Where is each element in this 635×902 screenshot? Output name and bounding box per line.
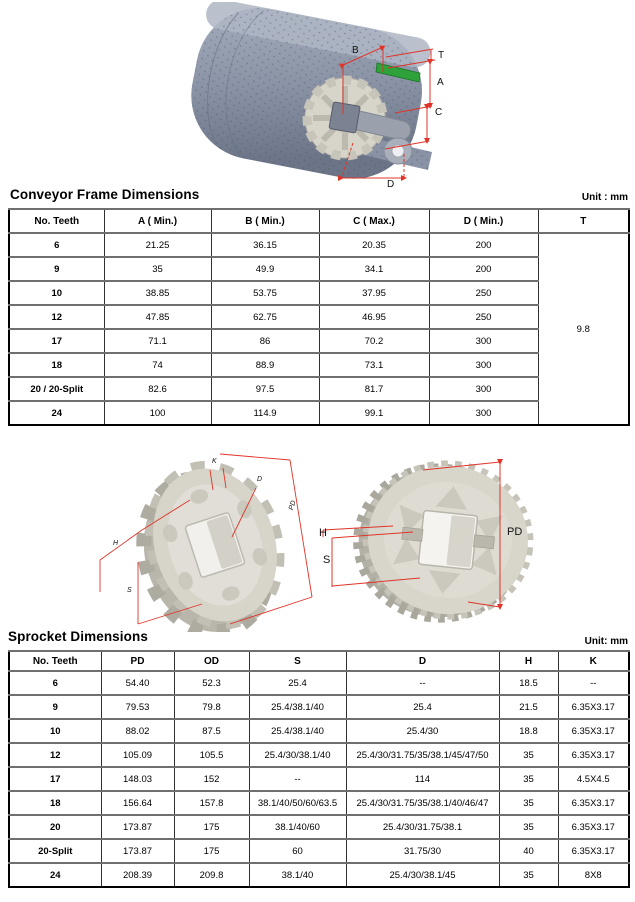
table-cell: 105.5 (174, 743, 249, 767)
sprocket-table-unit: Unit: mm (584, 636, 628, 647)
table-cell: 18 (9, 791, 101, 815)
table-cell: 71.1 (104, 329, 211, 353)
header-row (9, 209, 629, 233)
table-row (9, 695, 629, 719)
dim-label-h: H (319, 527, 327, 539)
table-cell: 250 (429, 305, 538, 329)
table-cell: 70.2 (319, 329, 429, 353)
table-cell: 17 (9, 767, 101, 791)
table-cell: 79.53 (101, 695, 174, 719)
table-cell: 200 (429, 257, 538, 281)
table-cell: 105.09 (101, 743, 174, 767)
column-header: D (346, 651, 499, 671)
table-cell: 6.35X3.17 (558, 743, 629, 767)
sprocket-front-illustration (318, 442, 603, 632)
table-cell: 6 (9, 671, 101, 695)
table-cell: 12 (9, 305, 104, 329)
table-cell: 25.4/30/31.75/35/38.1/45/47/50 (346, 743, 499, 767)
table-cell: 25.4/30 (346, 719, 499, 743)
table-cell: 79.8 (174, 695, 249, 719)
dim-label-d: D (387, 179, 395, 190)
table-cell: 18.8 (499, 719, 558, 743)
table-cell: 6.35X3.17 (558, 815, 629, 839)
table-cell: 300 (429, 353, 538, 377)
column-header: H (499, 651, 558, 671)
table-cell: 87.5 (174, 719, 249, 743)
table-cell: 25.4/30/31.75/35/38.1/40/46/47 (346, 791, 499, 815)
table-cell: 18.5 (499, 671, 558, 695)
dim-label-d: D (257, 476, 263, 483)
conveyor-figure (190, 2, 465, 194)
table-cell: 35 (499, 743, 558, 767)
table-cell: 81.7 (319, 377, 429, 401)
table-cell: 25.4/38.1/40 (249, 695, 346, 719)
table-row (9, 233, 629, 257)
table-row (9, 257, 629, 281)
table-cell: 6.35X3.17 (558, 839, 629, 863)
column-header: A ( Min.) (104, 209, 211, 233)
sprocket-isometric-illustration (80, 442, 345, 632)
table-cell: 20.35 (319, 233, 429, 257)
table-cell: 88.9 (211, 353, 319, 377)
table-cell: 18 (9, 353, 104, 377)
table-cell: 6.35X3.17 (558, 791, 629, 815)
table-cell: -- (249, 767, 346, 791)
table-cell: 40 (499, 839, 558, 863)
table-cell: 25.4/38.1/40 (249, 719, 346, 743)
table-cell: 114.9 (211, 401, 319, 425)
table-cell: 10 (9, 719, 101, 743)
table-cell: 6.35X3.17 (558, 695, 629, 719)
table-cell: 35 (499, 815, 558, 839)
table-cell: 36.15 (211, 233, 319, 257)
table-cell: 300 (429, 377, 538, 401)
conveyor-frame-dimensions-table (8, 208, 630, 426)
column-header: No. Teeth (9, 209, 104, 233)
table-cell: 25.4 (346, 695, 499, 719)
column-header: T (538, 209, 629, 233)
merged-t-cell: 9.8 (538, 233, 629, 425)
table-cell: 25.4 (249, 671, 346, 695)
table-cell: 34.1 (319, 257, 429, 281)
table-row (9, 353, 629, 377)
table-row (9, 767, 629, 791)
table-cell: 157.8 (174, 791, 249, 815)
table-cell: 46.95 (319, 305, 429, 329)
table-row (9, 671, 629, 695)
table-cell: 20 (9, 815, 101, 839)
header-row (9, 651, 629, 671)
table-cell: 209.8 (174, 863, 249, 887)
column-header: K (558, 651, 629, 671)
table-cell: 35 (499, 791, 558, 815)
table-cell: 8X8 (558, 863, 629, 887)
table-cell: 20 / 20-Split (9, 377, 104, 401)
table-cell: 86 (211, 329, 319, 353)
table-cell: 200 (429, 233, 538, 257)
table-cell: 6 (9, 233, 104, 257)
dim-label-k: K (212, 458, 217, 465)
dim-label-pd: PD (288, 499, 298, 512)
column-header: PD (101, 651, 174, 671)
dim-label-a: A (437, 77, 444, 88)
table-cell: 250 (429, 281, 538, 305)
table-cell: 114 (346, 767, 499, 791)
table-row (9, 329, 629, 353)
table-cell: 88.02 (101, 719, 174, 743)
sprocket-figure-front (318, 442, 603, 632)
table-cell: 97.5 (211, 377, 319, 401)
sprocket-table-title: Sprocket Dimensions (8, 629, 148, 644)
table-cell: 47.85 (104, 305, 211, 329)
table-cell: 12 (9, 743, 101, 767)
table-cell: 35 (499, 767, 558, 791)
dim-label-b: B (352, 45, 359, 56)
table-row (9, 305, 629, 329)
table-cell: 35 (499, 863, 558, 887)
table-cell: 17 (9, 329, 104, 353)
table-cell: -- (346, 671, 499, 695)
table-cell: 37.95 (319, 281, 429, 305)
column-header: S (249, 651, 346, 671)
table-cell: 38.85 (104, 281, 211, 305)
table-cell: 99.1 (319, 401, 429, 425)
table-cell: 175 (174, 815, 249, 839)
dim-label-s: S (323, 554, 331, 566)
table-cell: 24 (9, 401, 104, 425)
table-row (9, 719, 629, 743)
dim-label-c: C (435, 107, 443, 118)
table-cell: 38.1/40/50/60/63.5 (249, 791, 346, 815)
table-cell: 21.25 (104, 233, 211, 257)
table-cell: -- (558, 671, 629, 695)
table-cell: 175 (174, 839, 249, 863)
table-cell: 54.40 (101, 671, 174, 695)
table-cell: 35 (104, 257, 211, 281)
table-cell: 21.5 (499, 695, 558, 719)
table-cell: 156.64 (101, 791, 174, 815)
column-header: C ( Max.) (319, 209, 429, 233)
table-row (9, 743, 629, 767)
table-row (9, 281, 629, 305)
table-cell: 100 (104, 401, 211, 425)
dim-label-pd: PD (507, 526, 523, 538)
table-row (9, 839, 629, 863)
table-cell: 208.39 (101, 863, 174, 887)
column-header: B ( Min.) (211, 209, 319, 233)
sprocket-figure-isometric (80, 442, 345, 632)
table-cell: 31.75/30 (346, 839, 499, 863)
frame-table-title: Conveyor Frame Dimensions (10, 187, 200, 202)
table-cell: 52.3 (174, 671, 249, 695)
table-cell: 74 (104, 353, 211, 377)
table-row (9, 791, 629, 815)
table-cell: 173.87 (101, 839, 174, 863)
table-cell: 60 (249, 839, 346, 863)
table-cell: 4.5X4.5 (558, 767, 629, 791)
conveyor-belt-illustration (190, 2, 465, 194)
dim-label-t: T (438, 50, 445, 61)
table-cell: 300 (429, 329, 538, 353)
frame-table-unit: Unit : mm (581, 192, 628, 203)
table-cell: 10 (9, 281, 104, 305)
table-cell: 20-Split (9, 839, 101, 863)
table-cell: 82.6 (104, 377, 211, 401)
dim-label-h: H (113, 540, 119, 547)
table-cell: 53.75 (211, 281, 319, 305)
column-header: OD (174, 651, 249, 671)
table-cell: 152 (174, 767, 249, 791)
table-cell: 38.1/40 (249, 863, 346, 887)
table-cell: 25.4/30/31.75/38.1 (346, 815, 499, 839)
table-cell: 9 (9, 695, 101, 719)
table-row (9, 377, 629, 401)
dim-label-s: S (127, 587, 132, 594)
table-cell: 25.4/30/38.1/45 (346, 863, 499, 887)
table-row (9, 815, 629, 839)
table-cell: 38.1/40/60 (249, 815, 346, 839)
table-cell: 300 (429, 401, 538, 425)
table-cell: 73.1 (319, 353, 429, 377)
table-cell: 6.35X3.17 (558, 719, 629, 743)
table-cell: 24 (9, 863, 101, 887)
table-cell: 49.9 (211, 257, 319, 281)
table-row (9, 401, 629, 425)
table-cell: 9 (9, 257, 104, 281)
column-header: D ( Min.) (429, 209, 538, 233)
table-row (9, 863, 629, 887)
table-cell: 25.4/30/38.1/40 (249, 743, 346, 767)
table-cell: 173.87 (101, 815, 174, 839)
sprocket-dimensions-table (8, 650, 630, 888)
table-cell: 148.03 (101, 767, 174, 791)
table-cell: 62.75 (211, 305, 319, 329)
column-header: No. Teeth (9, 651, 101, 671)
